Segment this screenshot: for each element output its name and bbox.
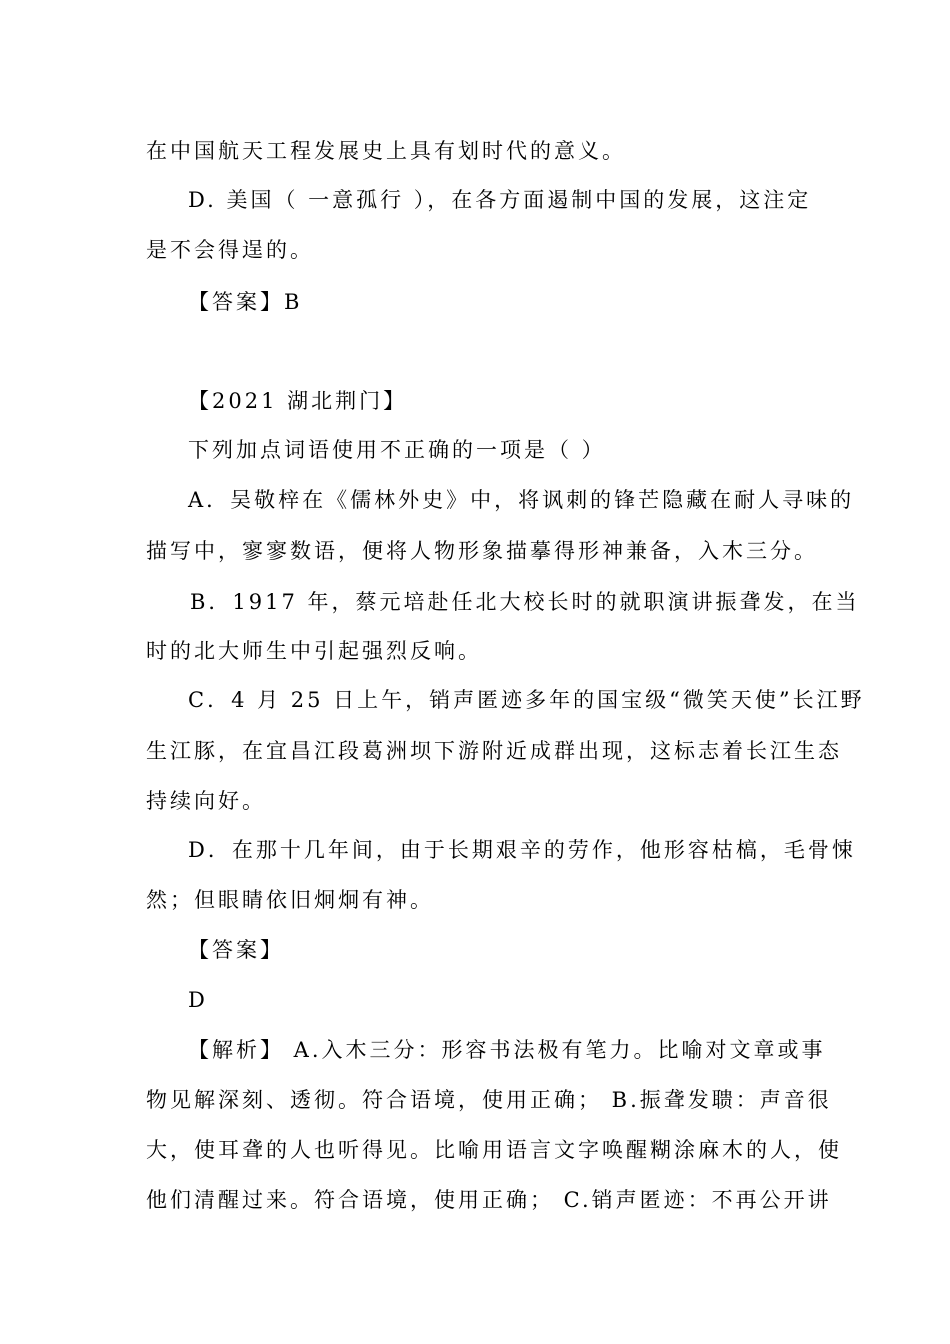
- option-d-line: D. 美国（ 一意孤行 ），在各方面遏制中国的发展，这注定: [188, 188, 812, 212]
- analysis-line: 大，使耳聋的人也听得见。比喻用语言文字唤醒糊涂麻木的人，使: [146, 1138, 842, 1162]
- option-c-line: 持续向好。: [146, 789, 266, 813]
- option-b-line: 时的北大师生中引起强烈反响。: [146, 639, 482, 663]
- answer-label: 【答案】B: [188, 290, 303, 314]
- analysis-line: 物见解深刻、透彻。符合语境，使用正确； B.振聋发聩：声音很: [146, 1088, 832, 1112]
- option-b-line: B．1917 年，蔡元培赴任北大校长时的就职演讲振聋发，在当: [190, 590, 860, 614]
- text-line: 是不会得逞的。: [146, 238, 314, 262]
- question-source: 【2021 湖北荆门】: [188, 389, 408, 413]
- option-a-line: A．吴敬梓在《儒林外史》中，将讽刺的锋芒隐藏在耐人寻味的: [188, 488, 855, 512]
- question-stem: 下列加点词语使用不正确的一项是（ ）: [188, 438, 606, 462]
- answer-value: D: [188, 988, 208, 1012]
- option-d-line: D．在那十几年间，由于长期艰辛的劳作，他形容枯槁，毛骨悚: [188, 838, 856, 862]
- option-a-line: 描写中，寥寥数语，便将人物形象描摹得形神兼备，入木三分。: [146, 539, 818, 563]
- analysis-line: 【解析】 A.入木三分：形容书法极有笔力。比喻对文章或事: [188, 1038, 826, 1062]
- option-d-line: 然；但眼睛依旧炯炯有神。: [146, 888, 434, 912]
- text-line: 在中国航天工程发展史上具有划时代的意义。: [146, 139, 626, 163]
- analysis-line: 他们清醒过来。符合语境，使用正确； C.销声匿迹：不再公开讲: [146, 1188, 832, 1212]
- option-c-line: C．4 月 25 日上午，销声匿迹多年的国宝级“微笑天使”长江野: [188, 688, 865, 712]
- option-c-line: 生江豚，在宜昌江段葛洲坝下游附近成群出现，这标志着长江生态: [146, 739, 842, 763]
- answer-label: 【答案】: [188, 938, 284, 962]
